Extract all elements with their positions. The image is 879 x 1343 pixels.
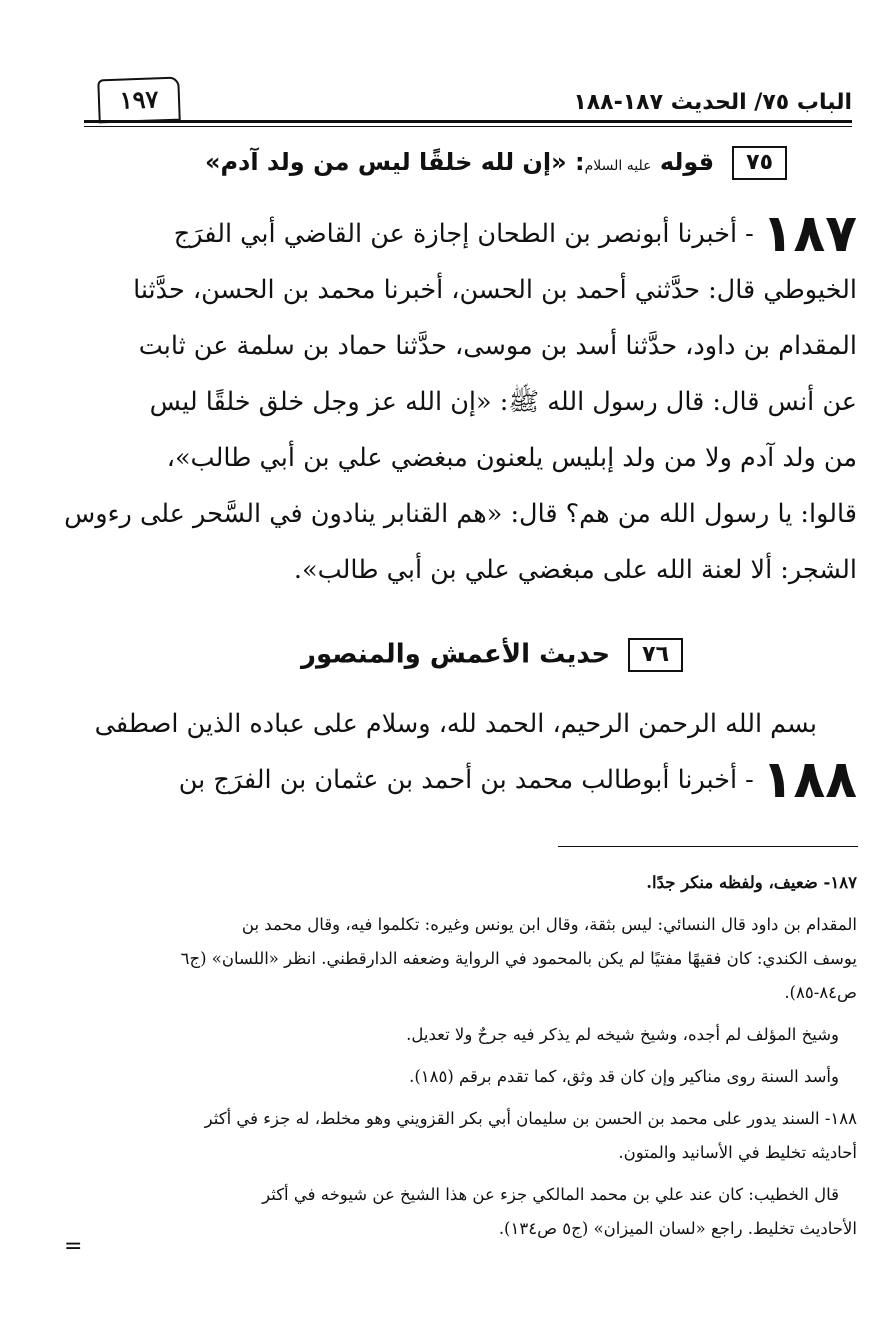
running-header bbox=[84, 72, 852, 126]
footnote-line: يوسف الكندي: كان فقيهًا مفتيًا لم يكن بالمحمود في الرواية وضعفه الدارقطني. انظر «اللسان» (ج٦ bbox=[180, 949, 857, 968]
text-line: من ولد آدم ولا من ولد إبليس يلعنون مبغضي علي بن أبي طالب»، bbox=[166, 443, 857, 473]
footnote-line: أحاديثه تخليط في الأسانيد والمتون. bbox=[618, 1143, 857, 1162]
text-line-content: - أخبرنا أبونصر بن الطحان إجازة عن القاضي أبي الفرَج bbox=[173, 219, 754, 249]
section-number-box: ٧٦ bbox=[628, 638, 683, 672]
basmala-line: بسم الله الرحمن الرحيم، الحمد لله، وسلام على عباده الذين اصطفى bbox=[94, 709, 817, 739]
hadith-number: ١٨٧ bbox=[761, 204, 857, 264]
footnote-188-line: ١٨٨- السند يدور على محمد بن الحسن بن سليمان أبي بكر القزويني وهو مخلط، له جزء في أكثر bbox=[204, 1109, 857, 1128]
footnote-line: وأسد السنة روى مناكير وإن كان قد وثق، كما تقدم برقم (١٨٥). bbox=[409, 1067, 839, 1086]
text-line: قالوا: يا رسول الله من هم؟ قال: «هم القنابر ينادون في السَّحر على رءوس bbox=[64, 499, 857, 529]
hadith-188 bbox=[19, 696, 857, 808]
section-title: حديث الأعمش والمنصور bbox=[301, 639, 611, 670]
footnote-line: قال الخطيب: كان عند علي بن محمد المالكي جزء عن هذا الشيخ عن شيوخه في أكثر bbox=[262, 1185, 839, 1204]
running-title: الباب ٧٥/ الحديث ١٨٧-١٨٨ bbox=[573, 90, 852, 115]
footnote-line: المقدام بن داود قال النسائي: ليس بثقة، وقال ابن يونس وغيره: تكلموا فيه، وقال محمد بن bbox=[241, 915, 857, 934]
header-rule bbox=[84, 120, 852, 123]
page-number: ١٩٧ bbox=[97, 77, 180, 124]
hadith-187 bbox=[19, 206, 857, 598]
salla-glyph: عليه السلام bbox=[584, 158, 652, 174]
text-line bbox=[19, 752, 857, 808]
footnote-187-head: ١٨٧- ضعيف، ولفظه منكر جدًا. bbox=[646, 873, 857, 892]
header-rule-thin bbox=[84, 126, 852, 127]
footnote-line: وشيخ المؤلف لم أجده، وشيخ شيخه لم يذكر فيه جرحٌ ولا تعديل. bbox=[406, 1025, 839, 1044]
text-line: عن أنس قال: قال رسول الله ﷺ: «إن الله عز وجل خلق خلقًا ليس bbox=[149, 387, 857, 417]
section-75-heading bbox=[205, 146, 787, 180]
section-title: : «إن لله خلقًا ليس من ولد آدم» bbox=[204, 148, 585, 176]
footnotes bbox=[57, 866, 857, 1246]
footnote-line: الأحاديث تخليط. راجع «لسان الميزان» (ج٥ ص١٣٤). bbox=[498, 1219, 857, 1238]
hadith-number: ١٨٨ bbox=[761, 750, 857, 810]
text-line: الشجر: ألا لعنة الله على مبغضي علي بن أبي طالب». bbox=[293, 555, 857, 585]
section-76-heading bbox=[301, 638, 683, 672]
text-line bbox=[19, 206, 857, 262]
continuation-mark: = bbox=[64, 1234, 83, 1259]
section-title-prefix: قوله bbox=[659, 148, 715, 176]
text-line: الخيوطي قال: حدَّثني أحمد بن الحسن، أخبرنا محمد بن الحسن، حدَّثنا bbox=[133, 275, 857, 305]
footnote-line: ص٨٤-٨٥). bbox=[784, 983, 857, 1002]
section-number-box: ٧٥ bbox=[732, 146, 787, 180]
text-line-content: - أخبرنا أبوطالب محمد بن أحمد بن عثمان بن الفرَج بن bbox=[178, 765, 754, 795]
footnote-separator bbox=[558, 846, 858, 847]
text-line: المقدام بن داود، حدَّثنا أسد بن موسى، حدَّثنا حماد بن سلمة عن ثابت bbox=[138, 331, 857, 361]
